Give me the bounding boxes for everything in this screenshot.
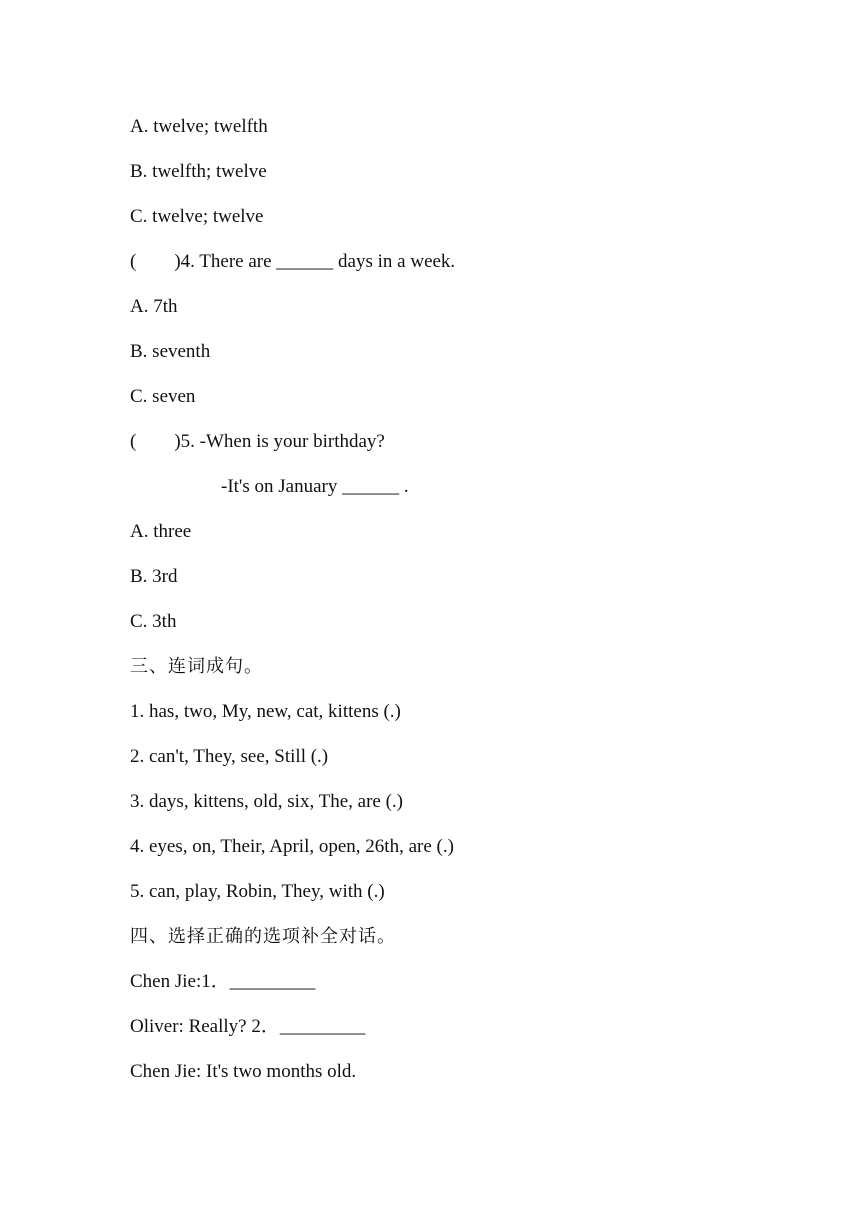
question-4: ( )4. There are ______ days in a week. — [130, 251, 456, 272]
q4-option-c: C. seven — [130, 386, 196, 407]
q4-option-b: B. seventh — [130, 341, 211, 362]
dialogue-line-1: Chen Jie:1．_________ — [130, 971, 316, 992]
sentence-item-4: 4. eyes, on, Their, April, open, 26th, are (.) — [130, 836, 454, 857]
section-3-heading: 三、连词成句。 — [130, 656, 263, 677]
sentence-item-5: 5. can, play, Robin, They, with (.) — [130, 881, 385, 902]
q5-option-b: B. 3rd — [130, 566, 178, 587]
q3-option-c: C. twelve; twelve — [130, 206, 264, 227]
dialogue-line-2: Oliver: Really? 2．_________ — [130, 1016, 366, 1037]
q5-option-a: A. three — [130, 521, 192, 542]
q3-option-a: A. twelve; twelfth — [130, 116, 268, 137]
q4-option-a: A. 7th — [130, 296, 178, 317]
section-4-heading: 四、选择正确的选项补全对话。 — [130, 926, 396, 947]
sentence-item-1: 1. has, two, My, new, cat, kittens (.) — [130, 701, 401, 722]
question-5: ( )5. -When is your birthday? — [130, 431, 385, 452]
sentence-item-3: 3. days, kittens, old, six, The, are (.) — [130, 791, 403, 812]
q3-option-b: B. twelfth; twelve — [130, 161, 267, 182]
question-5-answer-line: -It's on January ______ . — [221, 476, 409, 497]
q5-option-c: C. 3th — [130, 611, 177, 632]
dialogue-line-3: Chen Jie: It's two months old. — [130, 1061, 357, 1082]
sentence-item-2: 2. can't, They, see, Still (.) — [130, 746, 329, 767]
